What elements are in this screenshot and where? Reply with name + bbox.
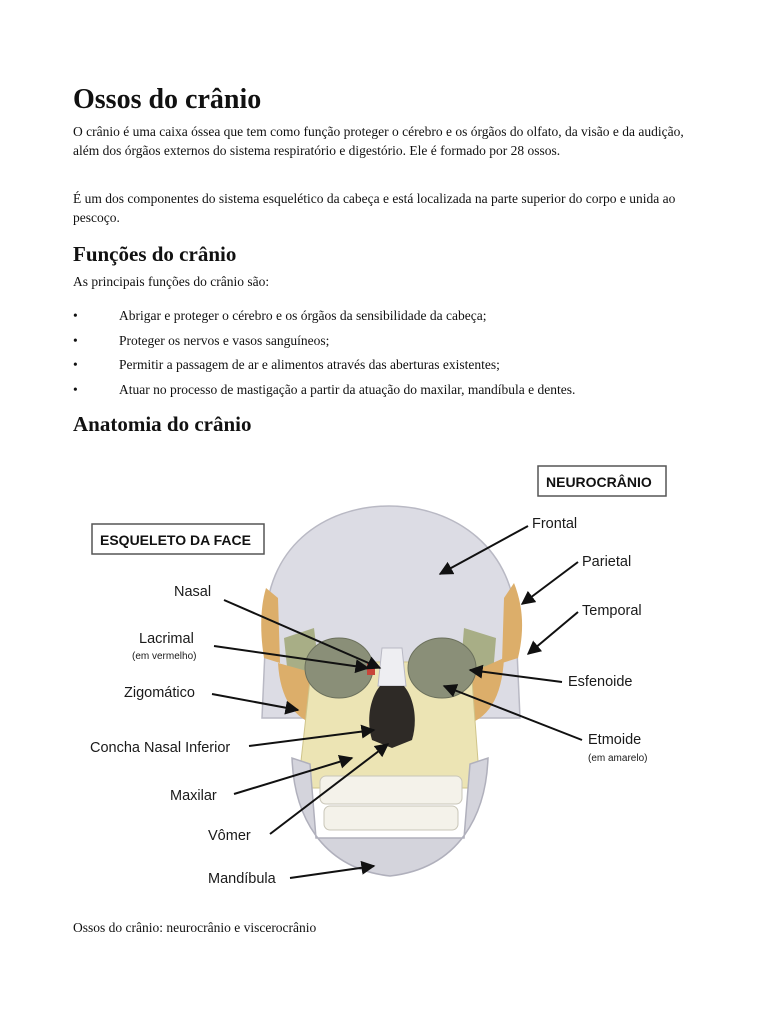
- label-mandibula: Mandíbula: [208, 871, 276, 887]
- functions-list: [73, 306, 713, 404]
- bullet-glyph: •: [73, 381, 78, 397]
- label-maxilar: Maxilar: [170, 788, 217, 804]
- intro-paragraph-1: O crânio é uma caixa óssea que tem como função proteger o cérebro e os órgãos do olfato, da visão e da audição, além dos órgãos externos do sistema respiratório e digestório. Ele é formado por 28 ossos.: [73, 124, 684, 158]
- label-parietal: Parietal: [582, 554, 632, 570]
- label-etmoide: Etmoide: [588, 732, 642, 748]
- figure-caption: Ossos do crânio: neurocrânio e viscerocrânio: [73, 920, 317, 935]
- list-item: [73, 355, 713, 380]
- label-lacrimal-note: (em vermelho): [132, 651, 197, 662]
- label-frontal: Frontal: [532, 516, 578, 532]
- arrow-mandibula: [290, 866, 374, 878]
- bullet-glyph: •: [73, 357, 78, 372]
- list-item: [73, 306, 713, 331]
- arrow-temporal: [528, 612, 578, 654]
- nasal-bone-shape: [378, 648, 406, 686]
- skull-diagram: [84, 458, 688, 898]
- orbit-right-shape: [408, 638, 476, 698]
- list-item-text: Atuar no processo de mastigação a partir da atuação do maxilar, mandíbula e dentes.: [119, 381, 576, 397]
- functions-lead: As principais funções do crânio são:: [73, 274, 270, 289]
- label-esfenoide: Esfenoide: [568, 674, 633, 690]
- box-esqueleto-label: ESQUELETO DA FACE: [100, 532, 251, 548]
- page-title: Ossos do crânio: [73, 84, 262, 115]
- list-item-text: Proteger os nervos e vasos sanguíneos;: [119, 332, 330, 348]
- label-nasal: Nasal: [174, 584, 212, 600]
- label-concha: Concha Nasal Inferior: [90, 740, 231, 756]
- bullet-glyph: •: [73, 308, 78, 323]
- temporal-left-shape: [261, 588, 280, 663]
- skull-illustration: [261, 506, 522, 876]
- anatomy-heading: Anatomia do crânio: [73, 412, 252, 436]
- list-item-text: Permitir a passagem de ar e alimentos através das aberturas existentes;: [119, 357, 500, 372]
- arrow-parietal: [522, 562, 578, 604]
- list-item-text: Abrigar e proteger o cérebro e os órgãos da sensibilidade da cabeça;: [119, 308, 487, 323]
- list-item: [73, 331, 713, 356]
- nasal-cavity-shape: [369, 686, 415, 748]
- label-temporal: Temporal: [582, 603, 642, 619]
- functions-heading: Funções do crânio: [73, 242, 237, 266]
- label-etmoide-note: (em amarelo): [588, 753, 648, 764]
- box-neurocranio-label: NEUROCRÂNIO: [546, 474, 652, 490]
- label-vomer: Vômer: [208, 828, 251, 844]
- list-item: [73, 380, 713, 405]
- label-lacrimal: Lacrimal: [139, 631, 194, 647]
- label-zigomatico: Zigomático: [124, 685, 195, 701]
- intro-paragraph-2: É um dos componentes do sistema esquelético da cabeça e está localizada na parte superior do corpo e unida ao pescoço.: [73, 191, 676, 225]
- skull-figure: [84, 458, 688, 898]
- lower-teeth-shape: [324, 806, 458, 830]
- bullet-glyph: •: [73, 332, 78, 348]
